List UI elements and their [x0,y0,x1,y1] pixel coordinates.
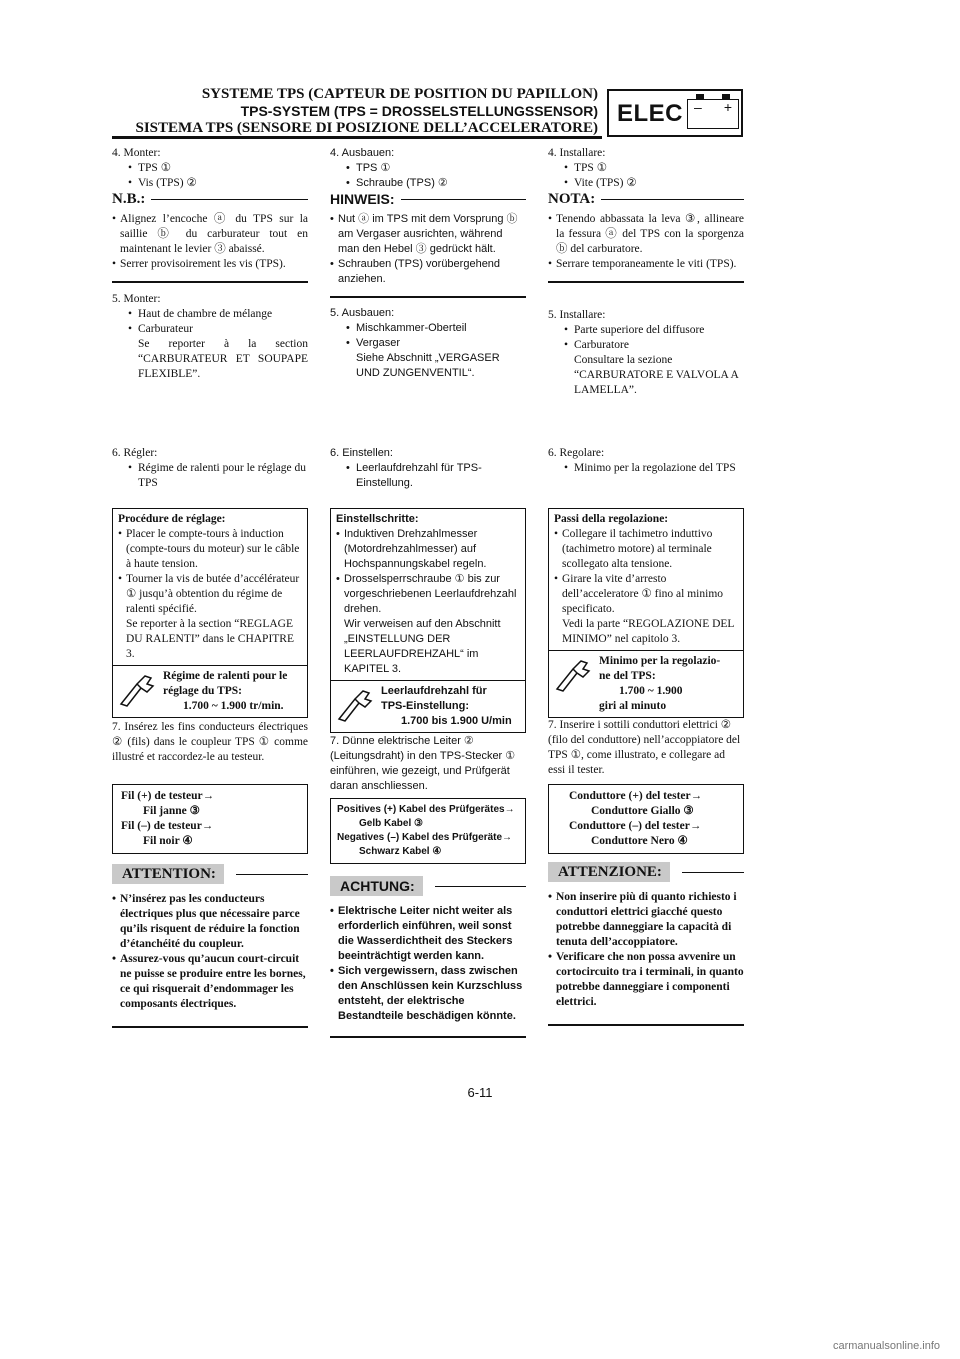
note-title: HINWEIS: [330,190,526,208]
caution-end-rule [548,1024,744,1026]
step-title: 6. Regolare: [548,447,605,459]
header-title-de: TPS-SYSTEM (TPS = DROSSELSTELLUNGSSENSOR) [240,103,598,119]
caution-title: ATTENZIONE: [548,862,744,882]
header-rule [112,136,602,139]
caution-item: • Assurez-vous qu’aucun court-circuit ne puisse se produire entre les bornes, ce qui risquerait d’endommager les composants électriques. [112,952,308,1012]
note-block [112,190,308,283]
step-item: • TPS ① [112,161,308,176]
header-title-fr: SYSTEME TPS (CAPTEUR DE POSITION DU PAPILLON) [201,86,598,102]
step-title: 5. Monter: [112,293,161,305]
wrench-spec-icon [337,689,373,723]
step-4 [112,146,308,191]
procedure-title: Procédure de réglage: [118,513,226,525]
procedure-reference: Vedi la parte “REGOLAZIONE DEL MINIMO” nel capitolo 3. [562,618,735,645]
step-reference: Siehe Abschnitt „VERGASER UND ZUNGENVENTIL“. [356,352,500,379]
battery-icon: – + [687,99,739,129]
caution-block [548,862,744,1026]
step-6 [330,446,526,491]
step-reference: Se reporter à la section “CARBURATEUR ET SOUPAPE FLEXIBLE”. [138,338,308,380]
step-7: 7. Inserire i sottili conduttori elettrici ② (filo del conduttore) nell’accoppiatore del TPS ①, come illustrato, e collegare ad essi il tester. [548,719,741,776]
procedure-box [548,508,744,718]
step-item: • Mischkammer-Oberteil [330,321,526,336]
procedure-item: • Tourner la vis de butée d’accélérateur ① jusqu’à obtention du régime de ralenti spécifié. [118,572,302,617]
procedure-reference: Se reporter à la section “REGLAGE DU RALENTI” dans le CHAPITRE 3. [126,618,295,660]
header-title-it: SISTEMA TPS (SENSORE DI POSIZIONE DELL’ACCELERATORE) [135,120,598,136]
step-item: • Carburatore [548,338,744,353]
note-end-rule [330,296,526,298]
page-number: 6-11 [467,1085,493,1100]
step-6 [548,446,744,476]
step-title: 5. Ausbauen: [330,307,395,319]
wire-box: Fil (+) de testeur→ Fil janne ③ Fil (–) de testeur→ Fil noir ④ [112,784,308,854]
step-4 [330,146,526,191]
procedure-item: • Placer le compte-tours à induction (compte-tours du moteur) sur le câble à haute tension. [118,527,302,572]
note-item: • Serrare temporaneamente le viti (TPS). [548,257,744,272]
caution-title: ATTENTION: [112,864,308,884]
spec-box: Régime de ralenti pour le réglage du TPS: 1.700 ~ 1.900 tr/min. [112,666,308,718]
caution-item: • Verificare che non possa avvenire un cortocircuito tra i terminali, in quanto potrebbe danneggiare i componenti elettrici. [548,950,744,1010]
step-title: 4. Ausbauen: [330,147,395,159]
note-item: • Alignez l’encoche ⓐ du TPS sur la saillie ⓑ du carburateur tout en maintenant le levier ③ abaissé. [112,212,308,257]
step-title: 4. Monter: [112,147,161,159]
step-title: 4. Installare: [548,147,606,159]
caution-end-rule [112,1026,308,1028]
caution-item: • Non inserire più di quanto richiesto i conduttori elettrici giacché questo potrebbe danneggiare la capacità di tenuta dell’accoppiatore. [548,890,744,950]
procedure-box [330,508,526,733]
step-title: 6. Régler: [112,447,158,459]
step-7: 7. Dünne elektrische Leiter ② (Leitungsdraht) in den TPS-Stecker ① einführen, wie gezeigt, und Prüfgerät daran anschliessen. [330,735,516,792]
caution-title: ACHTUNG: [330,876,526,896]
step-item: • Vergaser [330,336,526,351]
note-block [548,190,744,283]
step-item: • Minimo per la regolazione del TPS [548,461,744,476]
footer-watermark[interactable]: carmanualsonline.info [832,1340,940,1352]
note-title: N.B.: [112,190,308,208]
note-title: NOTA: [548,190,744,208]
note-end-rule [112,281,308,283]
caution-block [112,864,308,1028]
wire-box: Conduttore (+) del tester→ Conduttore Giallo ③ Conduttore (–) del tester→ Conduttore Nero ④ [548,784,744,854]
caution-item: • N’insérez pas les conducteurs électriques plus que nécessaire parce qu’ils risquent de réduire la fonction d’étanchéité du coupleur. [112,892,308,952]
procedure-title: Einstellschritte: [336,513,419,525]
note-item: • Serrer provisoirement les vis (TPS). [112,257,308,272]
note-item: • Nut ⓐ im TPS mit dem Vorsprung ⓑ am Vergaser ausrichten, während man den Hebel ③ gedrückt hält. [330,212,526,257]
step-item: • Vis (TPS) ② [112,176,308,191]
step-item: • Vite (TPS) ② [548,176,744,191]
step-item: • Leerlaufdrehzahl für TPS-Einstellung. [330,461,526,491]
step-item: • TPS ① [548,161,744,176]
caution-block [330,876,526,1038]
spec-box: Leerlaufdrehzahl für TPS-Einstellung: 1.700 bis 1.900 U/min [330,681,526,733]
step-7: 7. Insérez les fins conducteurs électriques ② (fils) dans le coupleur TPS ① comme illustré et raccordez-le au testeur. [112,721,308,763]
wrench-spec-icon [555,659,591,693]
caution-item: • Sich vergewissern, dass zwischen den Anschlüssen kein Kurzschluss entsteht, der elektrische Bestandteile beschädigen könnte. [330,964,526,1024]
procedure-title: Passi della regolazione: [554,513,669,525]
step-item: • Haut de chambre de mélange [112,307,308,322]
wrench-spec-icon [119,674,155,708]
section-header [118,86,598,137]
note-end-rule [548,281,744,283]
step-5 [330,306,526,381]
procedure-reference: Wir verweisen auf den Abschnitt „EINSTELLUNG DER LEERLAUFDREHZAHL“ im KAPITEL 3. [344,618,501,675]
procedure-item: • Induktiven Drehzahlmesser (Motordrehzahlmesser) auf Hochspannungskabel regeln. [336,527,520,572]
step-title: 6. Einstellen: [330,447,393,459]
step-title: 5. Installare: [548,309,606,321]
procedure-item: • Drosselsperrschraube ① bis zur vorgeschriebenen Leerlaufdrehzahl drehen. [336,572,520,617]
note-item: • Tenendo abbassata la leva ③, allineare la fessura ⓐ del TPS con la sporgenza ⓑ del carburatore. [548,212,744,257]
wire-box: Positives (+) Kabel des Prüfgerätes→ Gelb Kabel ③ Negatives (–) Kabel des Prüfgeräte→ Schwarz Kabel ④ [330,798,526,864]
spec-box: Minimo per la regolazio- ne del TPS: 1.700 ~ 1.900 giri al minuto [548,651,744,718]
procedure-item: • Collegare il tachimetro induttivo (tachimetro motore) al terminale scollegato alta tensione. [554,527,738,572]
step-4 [548,146,744,191]
note-block [330,190,526,298]
procedure-item: • Girare la vite d’arresto dell’acceleratore ① fino al minimo specificato. [554,572,738,617]
note-item: • Schrauben (TPS) vorübergehend anziehen. [330,257,526,287]
step-6 [112,446,308,491]
step-5 [548,308,744,398]
procedure-box [112,508,308,718]
elec-label: ELEC [617,100,684,127]
caution-end-rule [330,1036,526,1038]
step-item: • Parte superiore del diffusore [548,323,744,338]
step-item: • Régime de ralenti pour le réglage du TPS [112,461,308,491]
step-item: • TPS ① [330,161,526,176]
elec-badge [607,89,743,137]
step-item: • Schraube (TPS) ② [330,176,526,191]
step-5 [112,292,308,382]
step-reference: Consultare la sezione “CARBURATORE E VALVOLA A LAMELLA”. [574,354,739,396]
step-item: • Carburateur [112,322,308,337]
caution-item: • Elektrische Leiter nicht weiter als erforderlich einführen, weil sonst die Wasserdichtheit des Steckers beeinträchtigt werden kann. [330,904,526,964]
